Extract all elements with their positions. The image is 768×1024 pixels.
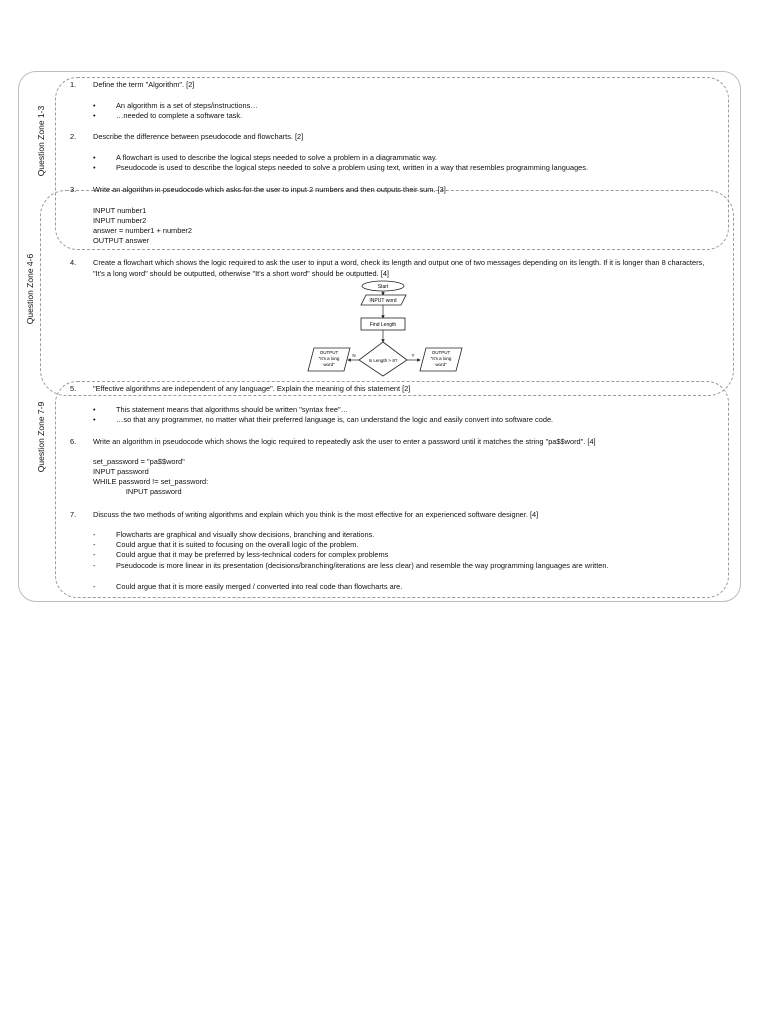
code-line: INPUT number1 <box>93 206 147 215</box>
zone-label-4-6: Question Zone 4-6 <box>25 253 35 325</box>
flowchart-output-left-line: "It's a long <box>318 356 340 361</box>
question-text: Define the term "Algorithm". [2] <box>93 80 195 89</box>
question-number: 3. <box>70 185 77 194</box>
zone-label-7-9: Question Zone 7-9 <box>36 401 46 473</box>
code-line: OUTPUT answer <box>93 236 150 245</box>
code-line: INPUT password <box>93 467 149 476</box>
flowchart-output-right-line: "It's a long <box>430 356 452 361</box>
question-text: "Effective algorithms are independent of any language". Explain the meaning of this statement [2] <box>93 384 411 393</box>
question-number: 7. <box>70 510 77 519</box>
code-line: answer = number1 + number2 <box>93 226 193 235</box>
zone-label-1-3: Question Zone 1-3 <box>36 105 46 177</box>
flowchart-no-label: N <box>352 353 356 358</box>
flowchart-process-label: Find Length <box>369 322 397 328</box>
question-number: 2. <box>70 132 77 141</box>
question-number: 4. <box>70 258 77 267</box>
question-text: Discuss the two methods of writing algorithms and explain which you think is the most effective for an experienced software designer. [4] <box>93 510 539 519</box>
code-line: WHILE password != set_password: <box>93 477 209 486</box>
question-text: Create a flowchart which shows the logic required to ask the user to input a word, check its length and output one of two messages depending on its length. If it is longer than 8 characters, "It's a long word" should be outputted, otherwise "It's a short word" should be outputted. [4] <box>93 258 705 278</box>
flowchart-output-left-line: word" <box>323 362 335 367</box>
flowchart-input-label: INPUT word <box>369 298 397 304</box>
flowchart-decision-label: Is Length > 8? <box>368 358 398 363</box>
question-number: 1. <box>70 80 77 89</box>
flowchart <box>300 278 470 380</box>
flowchart-start-label: Start <box>377 284 389 290</box>
question-number: 5. <box>70 384 77 393</box>
question-number: 6. <box>70 437 77 446</box>
code-line: set_password = "pa$$word" <box>93 457 185 466</box>
flowchart-output-right-line: word" <box>435 362 447 367</box>
question-text: Describe the difference between pseudocode and flowcharts. [2] <box>93 132 304 141</box>
question-text: Write an algorithm in pseudocode which shows the logic required to repeatedly ask the user to enter a password until it matches the string "pa$$word". [4] <box>93 437 596 446</box>
code-line: INPUT number2 <box>93 216 147 225</box>
flowchart-output-right-line: OUTPUT <box>431 350 451 355</box>
question-text: Write an algorithm in pseudocode which asks for the user to input 2 numbers and then outputs their sum. [3] <box>93 185 446 194</box>
flowchart-yes-label: Y <box>411 353 415 358</box>
flowchart-output-left-line: OUTPUT <box>319 350 339 355</box>
code-line: INPUT password <box>93 487 182 496</box>
